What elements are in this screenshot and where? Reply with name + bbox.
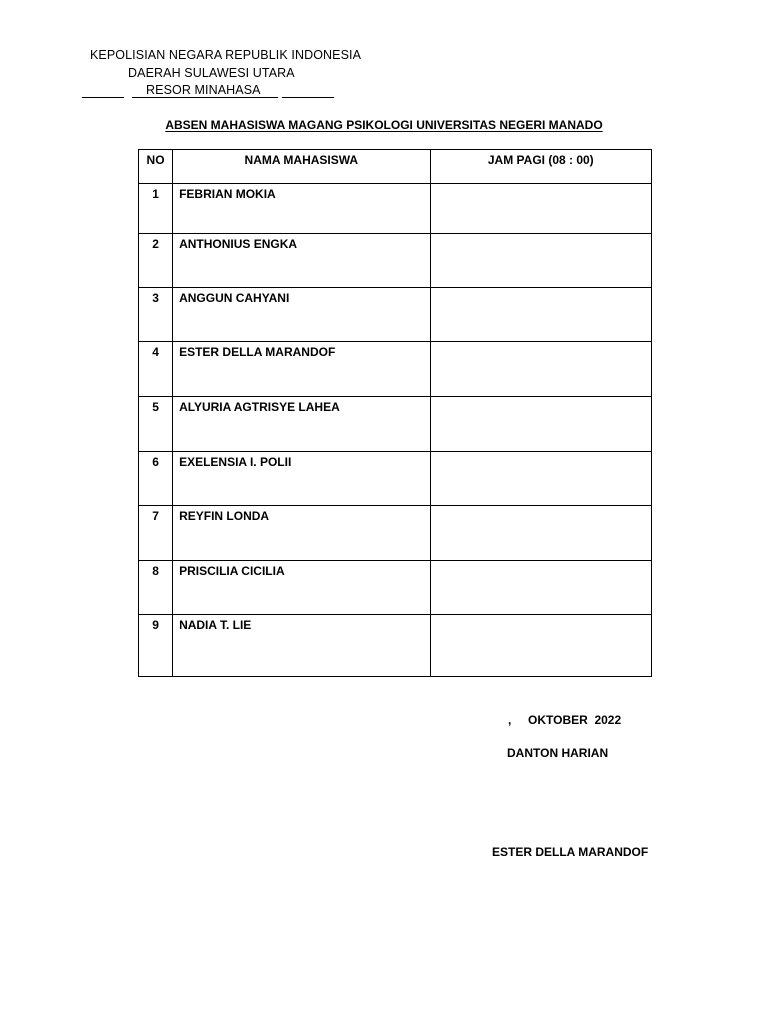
- row-no: 6: [139, 452, 173, 506]
- row-no: 2: [139, 234, 173, 288]
- row-name: PRISCILIA CICILIA: [173, 561, 431, 615]
- row-jam-cell[interactable]: [430, 615, 651, 677]
- signature-date: , OKTOBER 2022: [508, 713, 622, 727]
- header-line-3: RESOR MINAHASA: [146, 83, 261, 97]
- row-name: ANTHONIUS ENGKA: [173, 234, 431, 288]
- row-no: 1: [139, 184, 173, 234]
- signature-role: DANTON HARIAN: [507, 746, 609, 760]
- column-header-jam-pagi: JAM PAGI (08 : 00): [430, 150, 651, 184]
- column-header-no: NO: [139, 150, 173, 184]
- row-name: ALYURIA AGTRISYE LAHEA: [173, 397, 431, 452]
- row-name: NADIA T. LIE: [173, 615, 431, 677]
- signature-name: ESTER DELLA MARANDOF: [492, 845, 649, 859]
- row-jam-cell[interactable]: [430, 397, 651, 452]
- header-underline-main: [132, 97, 278, 98]
- row-name: REYFIN LONDA: [173, 506, 431, 561]
- header-underline-right: [282, 97, 334, 98]
- column-header-name: NAMA MAHASISWA: [173, 150, 431, 184]
- table-row: [139, 397, 652, 452]
- row-no: 5: [139, 397, 173, 452]
- row-name: FEBRIAN MOKIA: [173, 184, 431, 234]
- attendance-table: [138, 149, 652, 677]
- row-name: ESTER DELLA MARANDOF: [173, 342, 431, 397]
- table-row: [139, 184, 652, 234]
- row-no: 3: [139, 288, 173, 342]
- table-row: [139, 234, 652, 288]
- row-jam-cell[interactable]: [430, 234, 651, 288]
- row-jam-cell[interactable]: [430, 506, 651, 561]
- table-row: [139, 506, 652, 561]
- row-name: EXELENSIA I. POLII: [173, 452, 431, 506]
- table-row: [139, 561, 652, 615]
- document-title: ABSEN MAHASISWA MAGANG PSIKOLOGI UNIVERSITAS NEGERI MANADO: [165, 118, 603, 132]
- table-row: [139, 615, 652, 677]
- header-underline-left: [82, 97, 124, 98]
- row-no: 7: [139, 506, 173, 561]
- row-no: 9: [139, 615, 173, 677]
- row-jam-cell[interactable]: [430, 288, 651, 342]
- row-no: 4: [139, 342, 173, 397]
- row-no: 8: [139, 561, 173, 615]
- row-jam-cell[interactable]: [430, 561, 651, 615]
- table-header-row: [139, 150, 652, 184]
- row-jam-cell[interactable]: [430, 452, 651, 506]
- header-line-1: KEPOLISIAN NEGARA REPUBLIK INDONESIA: [90, 48, 362, 62]
- header-line-2: DAERAH SULAWESI UTARA: [128, 66, 295, 80]
- table-row: [139, 342, 652, 397]
- row-name: ANGGUN CAHYANI: [173, 288, 431, 342]
- row-jam-cell[interactable]: [430, 184, 651, 234]
- table-row: [139, 452, 652, 506]
- row-jam-cell[interactable]: [430, 342, 651, 397]
- table-row: [139, 288, 652, 342]
